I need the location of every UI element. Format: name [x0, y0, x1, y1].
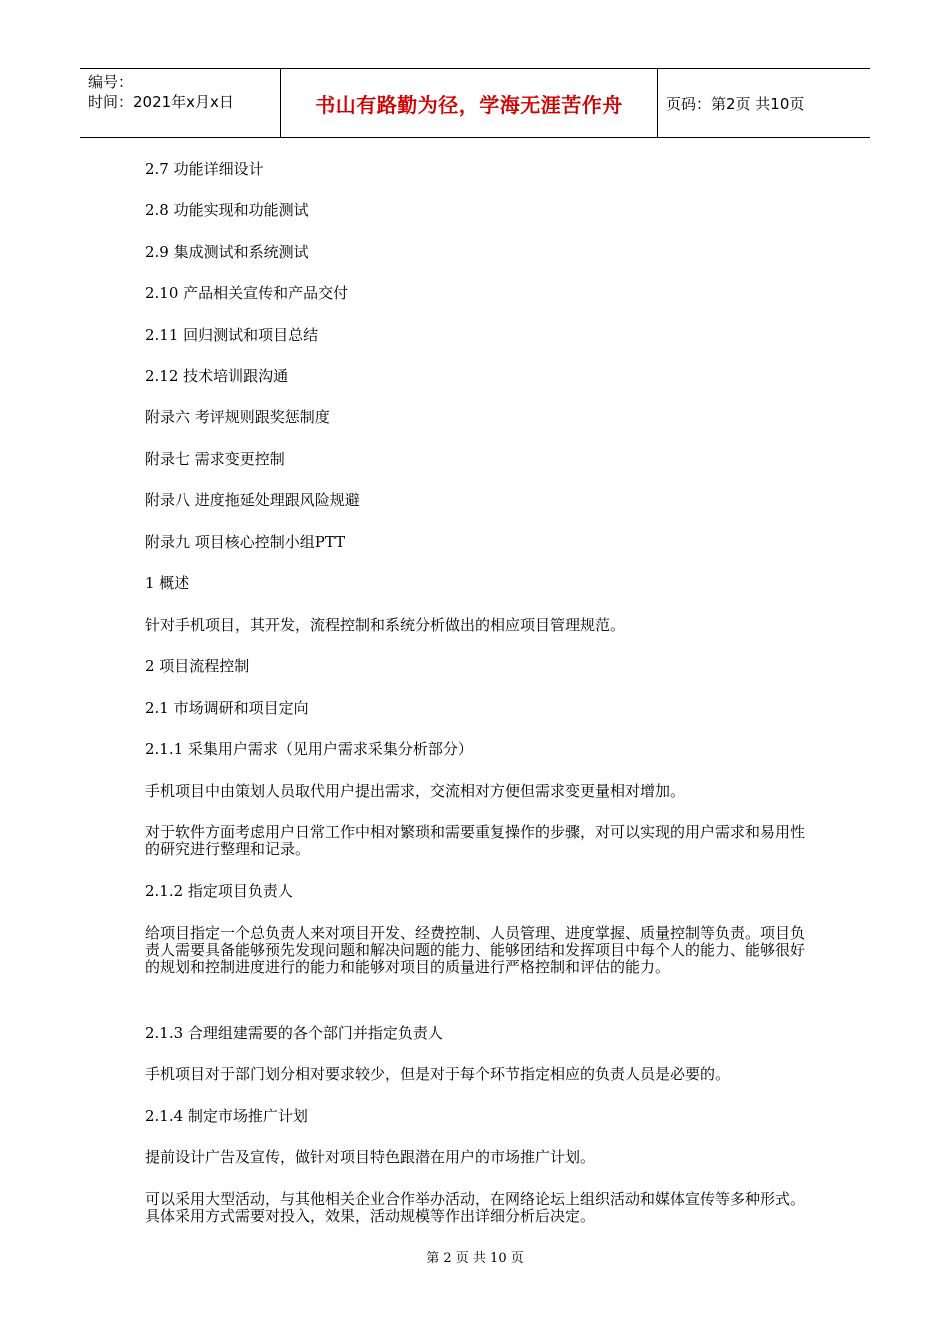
paragraph: 2.1.1 采集用户需求（见用户需求采集分析部分）	[145, 740, 473, 758]
paragraph: 给项目指定一个总负责人来对项目开发、经费控制、人员管理、进度掌握、质量控制等负责。项目负责人需要具备能够预先发现问题和解决问题的能力、能够团结和发挥项目中每个人的能力、能够很好的规划和控制进度进行的能力和能够对项目的质量进行严格控制和评估的能力。	[145, 924, 806, 976]
paragraph: 2.10 产品相关宣传和产品交付	[145, 284, 349, 302]
paragraph: 2.8 功能实现和功能测试	[145, 201, 309, 219]
number-label: 编号：	[88, 73, 134, 91]
paragraph: 2.9 集成测试和系统测试	[145, 243, 309, 261]
time-label: 时间：2021年x月x日	[88, 93, 234, 111]
paragraph: 手机项目中由策划人员取代用户提出需求，交流相对方便但需求变更量相对增加。	[145, 782, 686, 800]
paragraph: 附录六 考评规则跟奖惩制度	[145, 408, 330, 426]
paragraph: 对于软件方面考虑用户日常工作中相对繁琐和需要重复操作的步骤，对可以实现的用户需求和易用性的研究进行整理和记录。	[145, 823, 806, 858]
paragraph: 可以采用大型活动，与其他相关企业合作举办活动，在网络论坛上组织活动和媒体宣传等多种形式。具体采用方式需要对投入，效果，活动规模等作出详细分析后决定。	[145, 1190, 806, 1225]
page-header	[80, 68, 870, 138]
paragraph: 附录九 项目核心控制小组PTT	[145, 533, 346, 551]
paragraph: 2.7 功能详细设计	[145, 160, 264, 178]
paragraph: 针对手机项目，其开发，流程控制和系统分析做出的相应项目管理规范。	[145, 616, 626, 634]
paragraph: 手机项目对于部门划分相对要求较少，但是对于每个环节指定相应的负责人员是必要的。	[145, 1065, 731, 1083]
paragraph: 2.1.2 指定项目负责人	[145, 882, 293, 900]
paragraph: 2.1.3 合理组建需要的各个部门并指定负责人	[145, 1024, 443, 1042]
page-footer: 第 2 页 共 10 页	[426, 1251, 524, 1266]
paragraph: 2.1.4 制定市场推广计划	[145, 1107, 308, 1125]
header-motto: 书山有路勤为径，学海无涯苦作舟	[281, 69, 658, 137]
header-page-info: 页码：第2页 共10页	[666, 94, 805, 113]
paragraph: 2.12 技术培训跟沟通	[145, 367, 289, 385]
paragraph: 附录八 进度拖延处理跟风险规避	[145, 491, 360, 509]
paragraph: 附录七 需求变更控制	[145, 450, 285, 468]
paragraph: 2.11 回归测试和项目总结	[145, 326, 319, 344]
paragraph: 2.1 市场调研和项目定向	[145, 699, 309, 717]
paragraph: 提前设计广告及宣传，做针对项目特色跟潜在用户的市场推广计划。	[145, 1148, 596, 1166]
paragraph: 2 项目流程控制	[145, 657, 250, 675]
header-left-cell	[80, 69, 281, 137]
paragraph: 1 概述	[145, 574, 190, 592]
